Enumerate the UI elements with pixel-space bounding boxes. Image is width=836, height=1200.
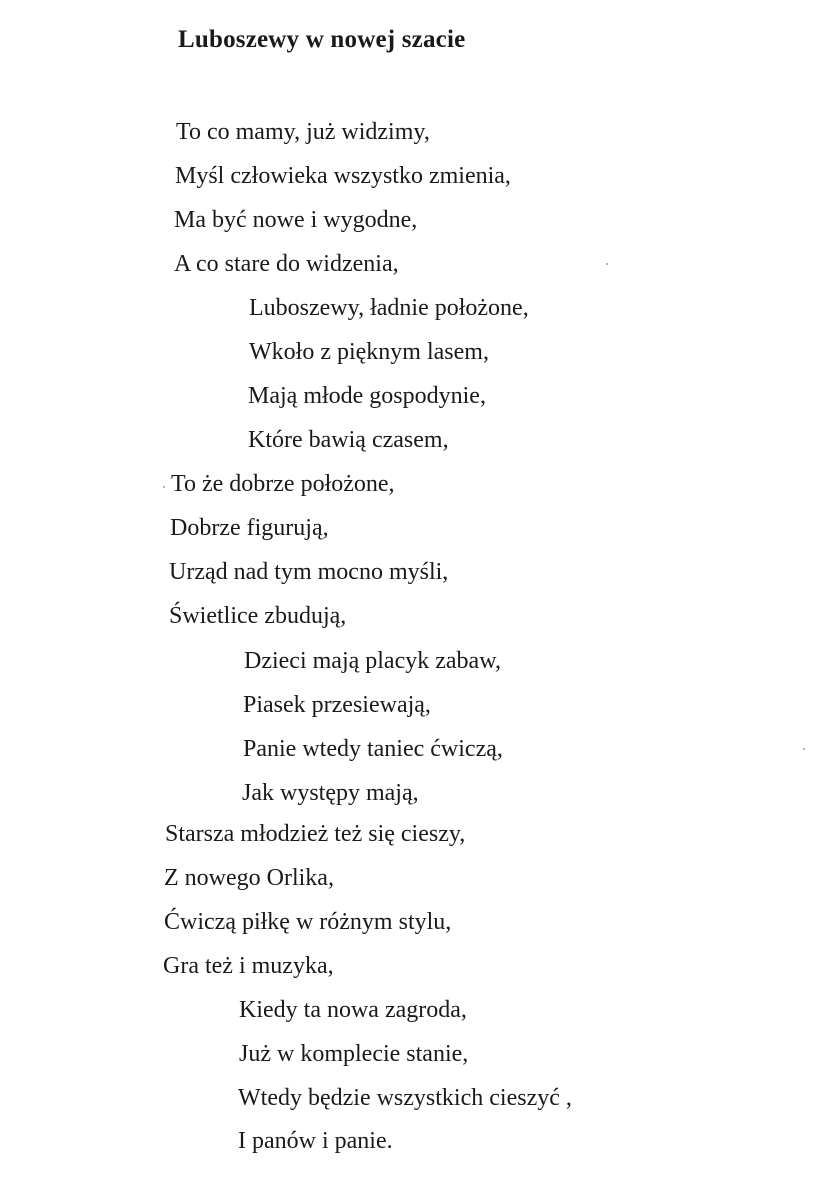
poem-line: Ćwiczą piłkę w różnym stylu, [164,909,452,935]
poem-line: A co stare do widzenia, [174,251,399,277]
poem-line: Mają młode gospodynie, [248,383,486,409]
scan-speck [163,486,165,488]
poem-line: Luboszewy, ładnie położone, [249,295,529,321]
scan-speck [803,748,805,750]
poem-line: Panie wtedy taniec ćwiczą, [243,736,503,762]
poem-line: Wkoło z pięknym lasem, [249,339,489,365]
poem-line: Z nowego Orlika, [164,865,334,891]
poem-line: Myśl człowieka wszystko zmienia, [175,163,511,189]
poem-line: Gra też i muzyka, [163,953,334,979]
poem-line: Świetlice zbudują, [169,603,347,629]
poem-line: Wtedy będzie wszystkich cieszyć , [238,1085,572,1111]
poem-line: Dobrze figurują, [170,515,329,541]
poem-line: Już w komplecie stanie, [239,1041,469,1067]
scan-speck [606,263,608,265]
poem-line: To co mamy, już widzimy, [176,119,430,145]
poem-line: To że dobrze położone, [171,471,395,497]
poem-line: Urząd nad tym mocno myśli, [169,559,449,585]
poem-line: Piasek przesiewają, [243,692,431,718]
poem-line: Jak występy mają, [242,780,419,806]
poem-line: Kiedy ta nowa zagroda, [239,997,467,1023]
poem-line: Starsza młodzież też się cieszy, [165,821,466,847]
poem-line: Które bawią czasem, [248,427,449,453]
poem-title: Luboszewy w nowej szacie [178,26,466,53]
poem-line: I panów i panie. [238,1128,393,1154]
poem-line: Ma być nowe i wygodne, [174,207,418,233]
poem-line: Dzieci mają placyk zabaw, [244,648,501,674]
